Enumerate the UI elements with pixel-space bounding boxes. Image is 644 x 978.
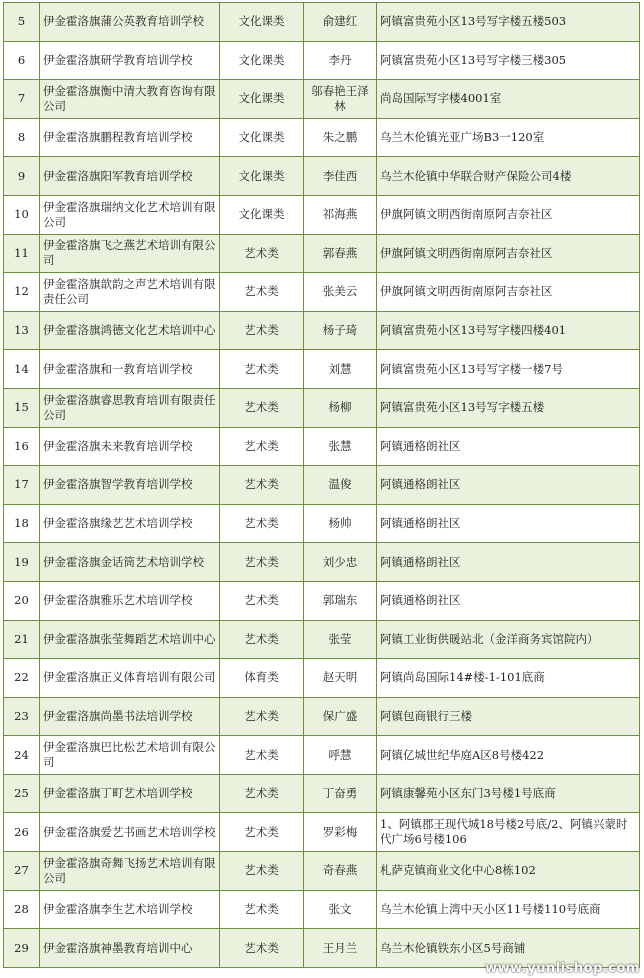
contact-person-cell: 张文 (304, 890, 377, 929)
address-cell: 乌兰木伦镇中华联合财产保险公司4楼 (377, 157, 640, 196)
school-name-cell: 伊金霍洛旗神墨教育培训中心 (40, 929, 220, 968)
category-cell: 艺术类 (220, 234, 304, 273)
school-name-cell: 伊金霍洛旗张莹舞蹈艺术培训中心 (40, 620, 220, 659)
schools-table (3, 2, 640, 968)
table-row (4, 736, 640, 775)
row-number-cell: 27 (4, 852, 40, 891)
school-name-cell: 伊金霍洛旗鹏程教育培训学校 (40, 118, 220, 157)
site-watermark: www.yunlishop.com (485, 961, 640, 976)
address-cell: 阿镇富贵苑小区13号写字楼三楼305 (377, 41, 640, 80)
row-number-cell: 29 (4, 929, 40, 968)
school-name-cell: 伊金霍洛旗蒲公英教育培训学校 (40, 3, 220, 42)
row-number-cell: 15 (4, 388, 40, 427)
address-cell: 阿镇通格朗社区 (377, 504, 640, 543)
contact-person-cell: 李丹 (304, 41, 377, 80)
table-row (4, 813, 640, 852)
category-cell: 体育类 (220, 659, 304, 698)
address-cell: 阿镇富贵苑小区13号写字楼一楼7号 (377, 350, 640, 389)
contact-person-cell: 赵天明 (304, 659, 377, 698)
row-number-cell: 25 (4, 774, 40, 813)
row-number-cell: 5 (4, 3, 40, 42)
address-cell: 阿镇亿城世纪华庭A区8号楼422 (377, 736, 640, 775)
category-cell: 艺术类 (220, 620, 304, 659)
category-cell: 艺术类 (220, 311, 304, 350)
school-name-cell: 伊金霍洛旗爱艺书画艺术培训学校 (40, 813, 220, 852)
category-cell: 艺术类 (220, 543, 304, 582)
contact-person-cell: 张慧 (304, 427, 377, 466)
category-cell: 文化课类 (220, 41, 304, 80)
category-cell: 艺术类 (220, 427, 304, 466)
category-cell: 艺术类 (220, 504, 304, 543)
address-cell: 1、阿镇郡王现代城18号楼2号底/2、阿镇兴蒙时代广场6号楼106 (377, 813, 640, 852)
school-name-cell: 伊金霍洛旗奇舞飞扬艺术培训有限公司 (40, 852, 220, 891)
row-number-cell: 24 (4, 736, 40, 775)
school-name-cell: 伊金霍洛旗李生艺术培训学校 (40, 890, 220, 929)
category-cell: 艺术类 (220, 388, 304, 427)
contact-person-cell: 奇春燕 (304, 852, 377, 891)
table-row (4, 504, 640, 543)
contact-person-cell: 刘少忠 (304, 543, 377, 582)
schools-table-body (4, 3, 640, 968)
category-cell: 文化课类 (220, 3, 304, 42)
table-row (4, 427, 640, 466)
category-cell: 艺术类 (220, 813, 304, 852)
address-cell: 阿镇富贵苑小区13号写字楼五楼 (377, 388, 640, 427)
school-name-cell: 伊金霍洛旗飞之燕艺术培训有限公司 (40, 234, 220, 273)
category-cell: 艺术类 (220, 273, 304, 312)
table-row (4, 697, 640, 736)
row-number-cell: 11 (4, 234, 40, 273)
table-row (4, 157, 640, 196)
contact-person-cell: 丁奋勇 (304, 774, 377, 813)
school-name-cell: 伊金霍洛旗和一教育培训学校 (40, 350, 220, 389)
category-cell: 文化课类 (220, 157, 304, 196)
row-number-cell: 21 (4, 620, 40, 659)
row-number-cell: 18 (4, 504, 40, 543)
row-number-cell: 7 (4, 80, 40, 119)
row-number-cell: 12 (4, 273, 40, 312)
contact-person-cell: 温俊 (304, 466, 377, 505)
table-row (4, 80, 640, 119)
contact-person-cell: 保广盛 (304, 697, 377, 736)
contact-person-cell: 祁海燕 (304, 195, 377, 234)
category-cell: 文化课类 (220, 118, 304, 157)
address-cell: 阿镇包商银行三楼 (377, 697, 640, 736)
address-cell: 尚岛国际写字楼4001室 (377, 80, 640, 119)
contact-person-cell: 张美云 (304, 273, 377, 312)
school-name-cell: 伊金霍洛旗瑞纳文化艺术培训有限公司 (40, 195, 220, 234)
contact-person-cell: 王月兰 (304, 929, 377, 968)
category-cell: 艺术类 (220, 736, 304, 775)
address-cell: 伊旗阿镇文明西街南原阿吉奈社区 (377, 195, 640, 234)
contact-person-cell: 郭瑞东 (304, 581, 377, 620)
address-cell: 阿镇富贵苑小区13号写字楼四楼401 (377, 311, 640, 350)
table-row (4, 118, 640, 157)
table-row (4, 350, 640, 389)
school-name-cell: 伊金霍洛旗智学教育培训学校 (40, 466, 220, 505)
row-number-cell: 13 (4, 311, 40, 350)
category-cell: 艺术类 (220, 929, 304, 968)
category-cell: 文化课类 (220, 80, 304, 119)
address-cell: 阿镇通格朗社区 (377, 466, 640, 505)
row-number-cell: 16 (4, 427, 40, 466)
table-row (4, 466, 640, 505)
school-name-cell: 伊金霍洛旗鸿德文化艺术培训中心 (40, 311, 220, 350)
address-cell: 阿镇通格朗社区 (377, 543, 640, 582)
contact-person-cell: 杨子琦 (304, 311, 377, 350)
address-cell: 阿镇通格朗社区 (377, 581, 640, 620)
table-row (4, 543, 640, 582)
contact-person-cell: 刘慧 (304, 350, 377, 389)
address-cell: 阿镇富贵苑小区13号写字楼五楼503 (377, 3, 640, 42)
table-row (4, 852, 640, 891)
table-row (4, 195, 640, 234)
school-name-cell: 伊金霍洛旗未来教育培训学校 (40, 427, 220, 466)
category-cell: 艺术类 (220, 350, 304, 389)
address-cell: 阿镇工业街供暖站北（金洋商务宾馆院内） (377, 620, 640, 659)
school-name-cell: 伊金霍洛旗雅乐艺术培训学校 (40, 581, 220, 620)
table-row (4, 581, 640, 620)
address-cell: 伊旗阿镇文明西街南原阿吉奈社区 (377, 234, 640, 273)
school-name-cell: 伊金霍洛旗金话筒艺术培训学校 (40, 543, 220, 582)
row-number-cell: 10 (4, 195, 40, 234)
row-number-cell: 9 (4, 157, 40, 196)
address-cell: 阿镇康馨苑小区东门3号楼1号底商 (377, 774, 640, 813)
table-row (4, 890, 640, 929)
row-number-cell: 14 (4, 350, 40, 389)
category-cell: 艺术类 (220, 774, 304, 813)
table-row (4, 659, 640, 698)
contact-person-cell: 呼慧 (304, 736, 377, 775)
address-cell: 乌兰木伦镇光亚广场B3一120室 (377, 118, 640, 157)
row-number-cell: 6 (4, 41, 40, 80)
category-cell: 艺术类 (220, 466, 304, 505)
row-number-cell: 23 (4, 697, 40, 736)
address-cell: 札萨克镇商业文化中心8栋102 (377, 852, 640, 891)
address-cell: 乌兰木伦镇上湾中天小区11号楼110号底商 (377, 890, 640, 929)
contact-person-cell: 杨帅 (304, 504, 377, 543)
row-number-cell: 17 (4, 466, 40, 505)
category-cell: 文化课类 (220, 195, 304, 234)
row-number-cell: 28 (4, 890, 40, 929)
school-name-cell: 伊金霍洛旗睿思教育培训有限责任公司 (40, 388, 220, 427)
contact-person-cell: 郭春燕 (304, 234, 377, 273)
contact-person-cell: 俞建红 (304, 3, 377, 42)
address-cell: 阿镇通格朗社区 (377, 427, 640, 466)
contact-person-cell: 张莹 (304, 620, 377, 659)
row-number-cell: 19 (4, 543, 40, 582)
contact-person-cell: 邬春艳王泽林 (304, 80, 377, 119)
table-row (4, 273, 640, 312)
table-row (4, 388, 640, 427)
table-row (4, 3, 640, 42)
school-name-cell: 伊金霍洛旗歆韵之声艺术培训有限责任公司 (40, 273, 220, 312)
table-row (4, 234, 640, 273)
table-row (4, 41, 640, 80)
table-row (4, 311, 640, 350)
school-name-cell: 伊金霍洛旗尚墨书法培训学校 (40, 697, 220, 736)
school-name-cell: 伊金霍洛旗正义体育培训有限公司 (40, 659, 220, 698)
category-cell: 艺术类 (220, 697, 304, 736)
contact-person-cell: 杨柳 (304, 388, 377, 427)
school-name-cell: 伊金霍洛旗研学教育培训学校 (40, 41, 220, 80)
address-cell: 阿镇尚岛国际14#楼-1-101底商 (377, 659, 640, 698)
address-cell: 乌兰木伦镇铁东小区5号商铺 (377, 929, 640, 968)
category-cell: 艺术类 (220, 890, 304, 929)
category-cell: 艺术类 (220, 852, 304, 891)
row-number-cell: 22 (4, 659, 40, 698)
address-cell: 伊旗阿镇文明西街南原阿吉奈社区 (377, 273, 640, 312)
school-name-cell: 伊金霍洛旗巴比松艺术培训有限公司 (40, 736, 220, 775)
table-row (4, 620, 640, 659)
school-name-cell: 伊金霍洛旗丁町艺术培训学校 (40, 774, 220, 813)
row-number-cell: 20 (4, 581, 40, 620)
school-name-cell: 伊金霍洛旗缘艺艺术培训学校 (40, 504, 220, 543)
category-cell: 艺术类 (220, 581, 304, 620)
school-name-cell: 伊金霍洛旗衡中清大教育咨询有限公司 (40, 80, 220, 119)
row-number-cell: 8 (4, 118, 40, 157)
contact-person-cell: 朱之鹏 (304, 118, 377, 157)
table-row (4, 774, 640, 813)
row-number-cell: 26 (4, 813, 40, 852)
contact-person-cell: 罗彩梅 (304, 813, 377, 852)
school-name-cell: 伊金霍洛旗阳军教育培训学校 (40, 157, 220, 196)
contact-person-cell: 李佳西 (304, 157, 377, 196)
